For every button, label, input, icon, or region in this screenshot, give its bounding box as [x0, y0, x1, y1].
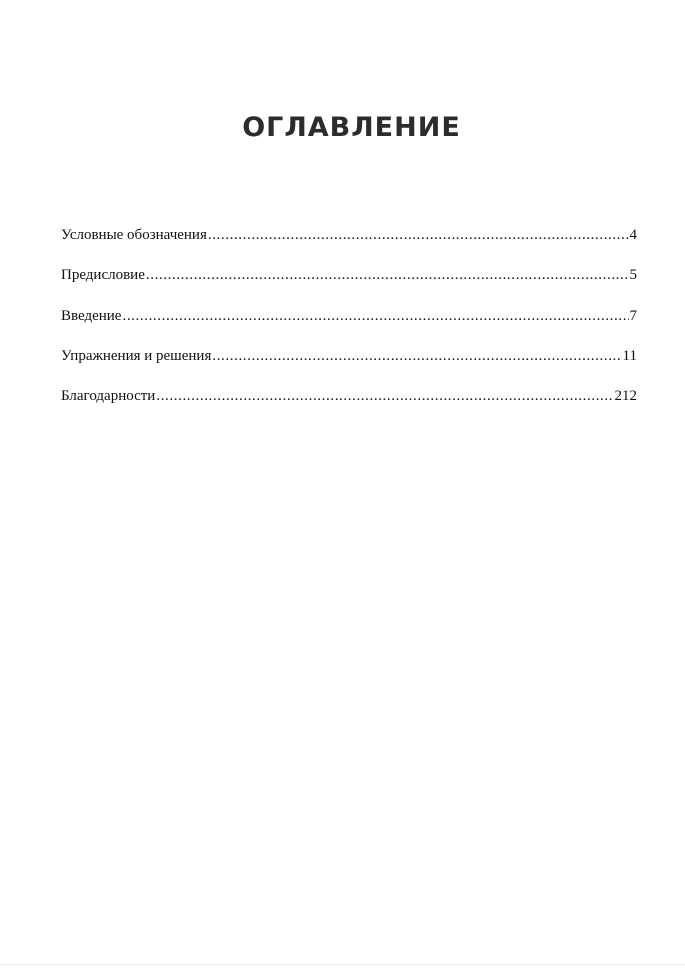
page-bottom-divider [0, 964, 685, 965]
toc-entry-preface [61, 264, 637, 304]
toc-entry-label: Введение [61, 307, 122, 324]
toc-page-number: 11 [622, 347, 637, 364]
page-title: ОГЛАВЛЕНИЕ [242, 112, 461, 143]
toc-entry-introduction [61, 305, 637, 345]
toc-entry-label: Благодарности [61, 388, 156, 405]
toc-dot-leader [146, 264, 629, 286]
table-of-contents [61, 224, 637, 425]
toc-page-number: 4 [629, 227, 637, 243]
toc-entry-label: Условные обозначения [61, 227, 207, 243]
toc-entry-exercises [61, 345, 637, 385]
toc-dot-leader [208, 224, 629, 246]
toc-dot-leader [212, 345, 621, 367]
toc-dot-leader [122, 305, 628, 327]
toc-entry-acknowledgements [61, 385, 637, 425]
toc-entry-label: Упражнения и решения [61, 347, 212, 364]
toc-page-number: 7 [629, 307, 637, 324]
toc-entry-label: Предисловие [61, 267, 145, 284]
toc-dot-leader [156, 385, 613, 407]
toc-page-number: 5 [629, 267, 637, 284]
toc-entry-symbols [61, 224, 637, 264]
toc-page-number: 212 [614, 388, 637, 405]
